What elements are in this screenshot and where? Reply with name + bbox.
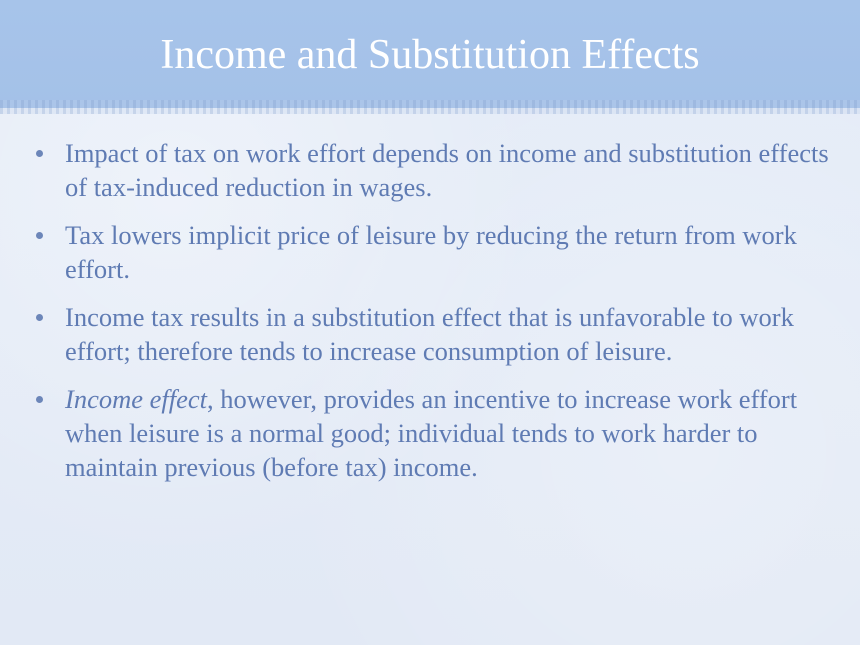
bullet-text-3: Income tax results in a substitution effect that is unfavorable to work effort; therefore tends to increase consumption of leisure. (65, 302, 794, 366)
bullet-dot-icon (36, 150, 43, 157)
bullet-text-1: Impact of tax on work effort depends on income and substitution effects of tax-induced reduction in wages. (65, 138, 829, 202)
header-divider (0, 100, 860, 114)
bullet-item-3 (36, 300, 836, 368)
slide-title: Income and Substitution Effects (160, 32, 700, 78)
bullet-text-2: Tax lowers implicit price of leisure by reducing the return from work effort. (65, 220, 797, 284)
bullet-text-4: , however, provides an incentive to increase work effort when leisure is a normal good; individual tends to work harder to maintain previous (before tax) income. (65, 384, 798, 482)
bullet-list (36, 136, 836, 498)
bullet-item-2 (36, 218, 836, 286)
bullet-dot-icon (36, 396, 43, 403)
bullet-item-4 (36, 382, 836, 484)
bullet-dot-icon (36, 232, 43, 239)
bullet-italic-lead: Income effect (65, 384, 207, 414)
bullet-item-1 (36, 136, 836, 204)
bullet-dot-icon (36, 314, 43, 321)
